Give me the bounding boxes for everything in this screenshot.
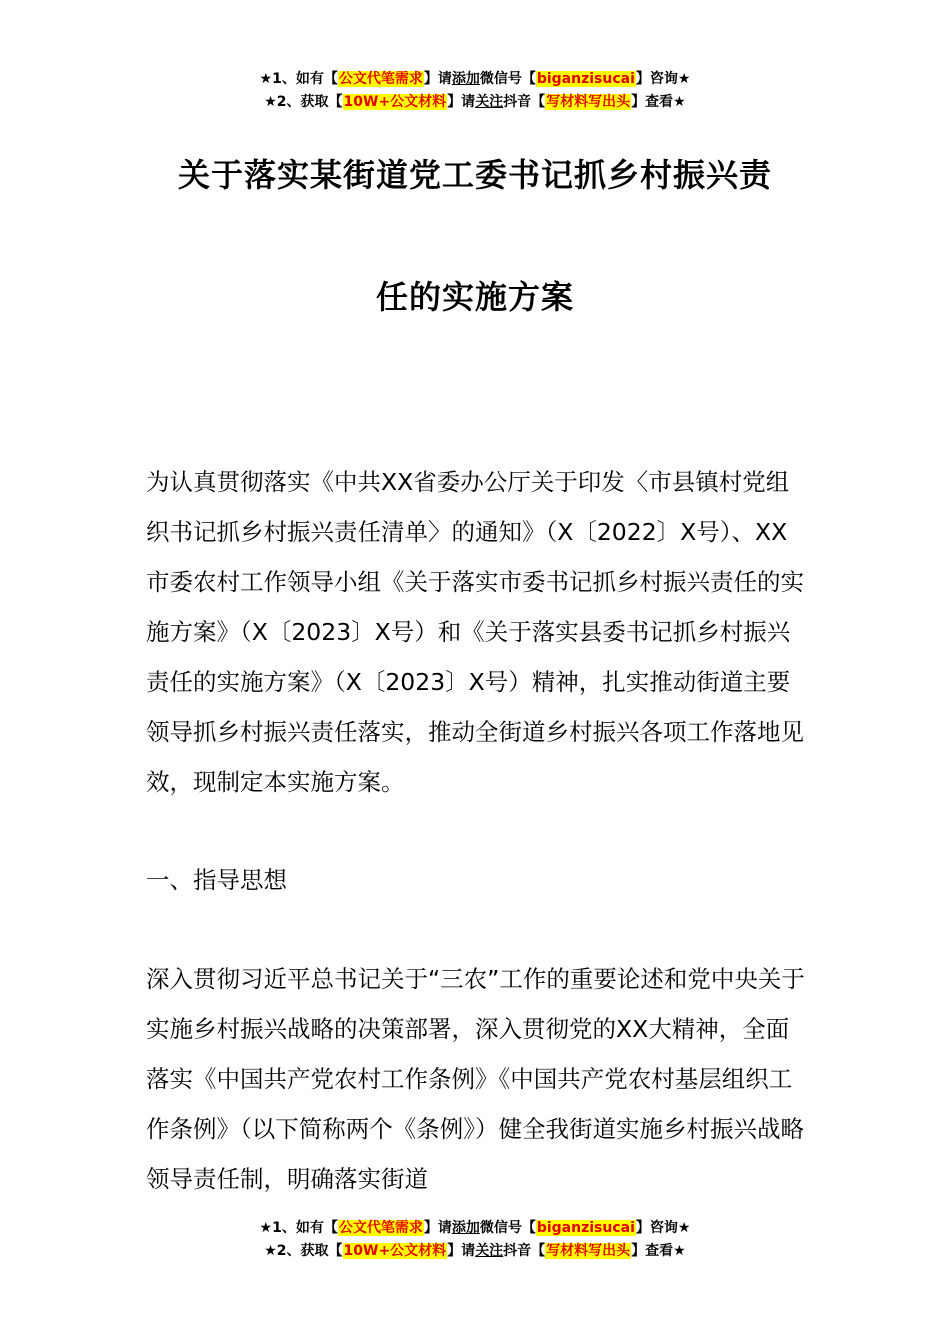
promo-highlight: 写材料写出头 <box>546 1243 631 1259</box>
promo-text: 】咨询★ <box>635 1220 691 1236</box>
promo-text: 】请 <box>423 71 452 87</box>
promo-text: 】查看★ <box>631 94 686 110</box>
promo-underline: 关注 <box>475 1243 504 1259</box>
promo-text: 微信号【 <box>479 1220 536 1236</box>
promo-text: 】查看★ <box>631 1243 686 1259</box>
promo-underline: 添加 <box>451 1220 480 1236</box>
promo-line-1 <box>0 1217 950 1240</box>
promo-text: 】请 <box>447 94 476 110</box>
promo-highlight: biganzisucai <box>536 71 635 87</box>
document-title-line-2: 任的实施方案 <box>375 278 574 316</box>
guiding-thought-paragraph: 深入贯彻习近平总书记关于“三农”工作的重要论述和党中央关于实施乡村振兴战略的决策部署，深入贯彻党的XX大精神，全面落实《中国共产党农村工作条例》《中国共产党农村基层组织工作条例》（以下简称两个《条例》）健全我街道实施乡村振兴战略领导责任制，明确落实街道 <box>146 965 805 1193</box>
promo-text: 抖音【 <box>503 1243 546 1259</box>
promo-text: ★2、获取【 <box>264 1243 343 1259</box>
promo-line-2 <box>0 1240 950 1263</box>
promo-banner-top <box>0 68 950 114</box>
promo-text: 】咨询★ <box>635 71 691 87</box>
promo-line-2 <box>0 91 950 114</box>
promo-text: ★1、如有【 <box>259 1220 338 1236</box>
intro-paragraph: 为认真贯彻落实《中共XX省委办公厅关于印发〈市县镇村党组织书记抓乡村振兴责任清单〉的通知》（X〔2022〕X号）、XX市委农村工作领导小组《关于落实市委书记抓乡村振兴责任的实施方案》（X〔2023〕X号）和《关于落实县委书记抓乡村振兴责任的实施方案》（X〔2023〕X号）精神，扎实推动街道主要领导抓乡村振兴责任落实，推动全街道乡村振兴各项工作落地见效，现制定本实施方案。 <box>146 468 804 796</box>
promo-highlight: 10W+公文材料 <box>343 94 447 110</box>
promo-banner-bottom <box>0 1217 950 1263</box>
promo-underline: 关注 <box>475 94 504 110</box>
document-title-line-1: 关于落实某街道党工委书记抓乡村振兴责 <box>177 156 772 194</box>
promo-text: ★1、如有【 <box>259 71 338 87</box>
promo-text: 抖音【 <box>503 94 546 110</box>
promo-text: 】请 <box>423 1220 452 1236</box>
promo-text: 】请 <box>447 1243 476 1259</box>
promo-text: ★2、获取【 <box>264 94 343 110</box>
promo-line-1 <box>0 68 950 91</box>
promo-highlight: biganzisucai <box>536 1220 635 1236</box>
promo-highlight: 写材料写出头 <box>546 94 631 110</box>
promo-underline: 添加 <box>451 71 480 87</box>
promo-highlight: 公文代笔需求 <box>338 71 423 87</box>
promo-highlight: 公文代笔需求 <box>338 1220 423 1236</box>
promo-text: 微信号【 <box>479 71 536 87</box>
section-heading-guiding-thought: 一、指导思想 <box>146 866 287 894</box>
promo-highlight: 10W+公文材料 <box>343 1243 447 1259</box>
